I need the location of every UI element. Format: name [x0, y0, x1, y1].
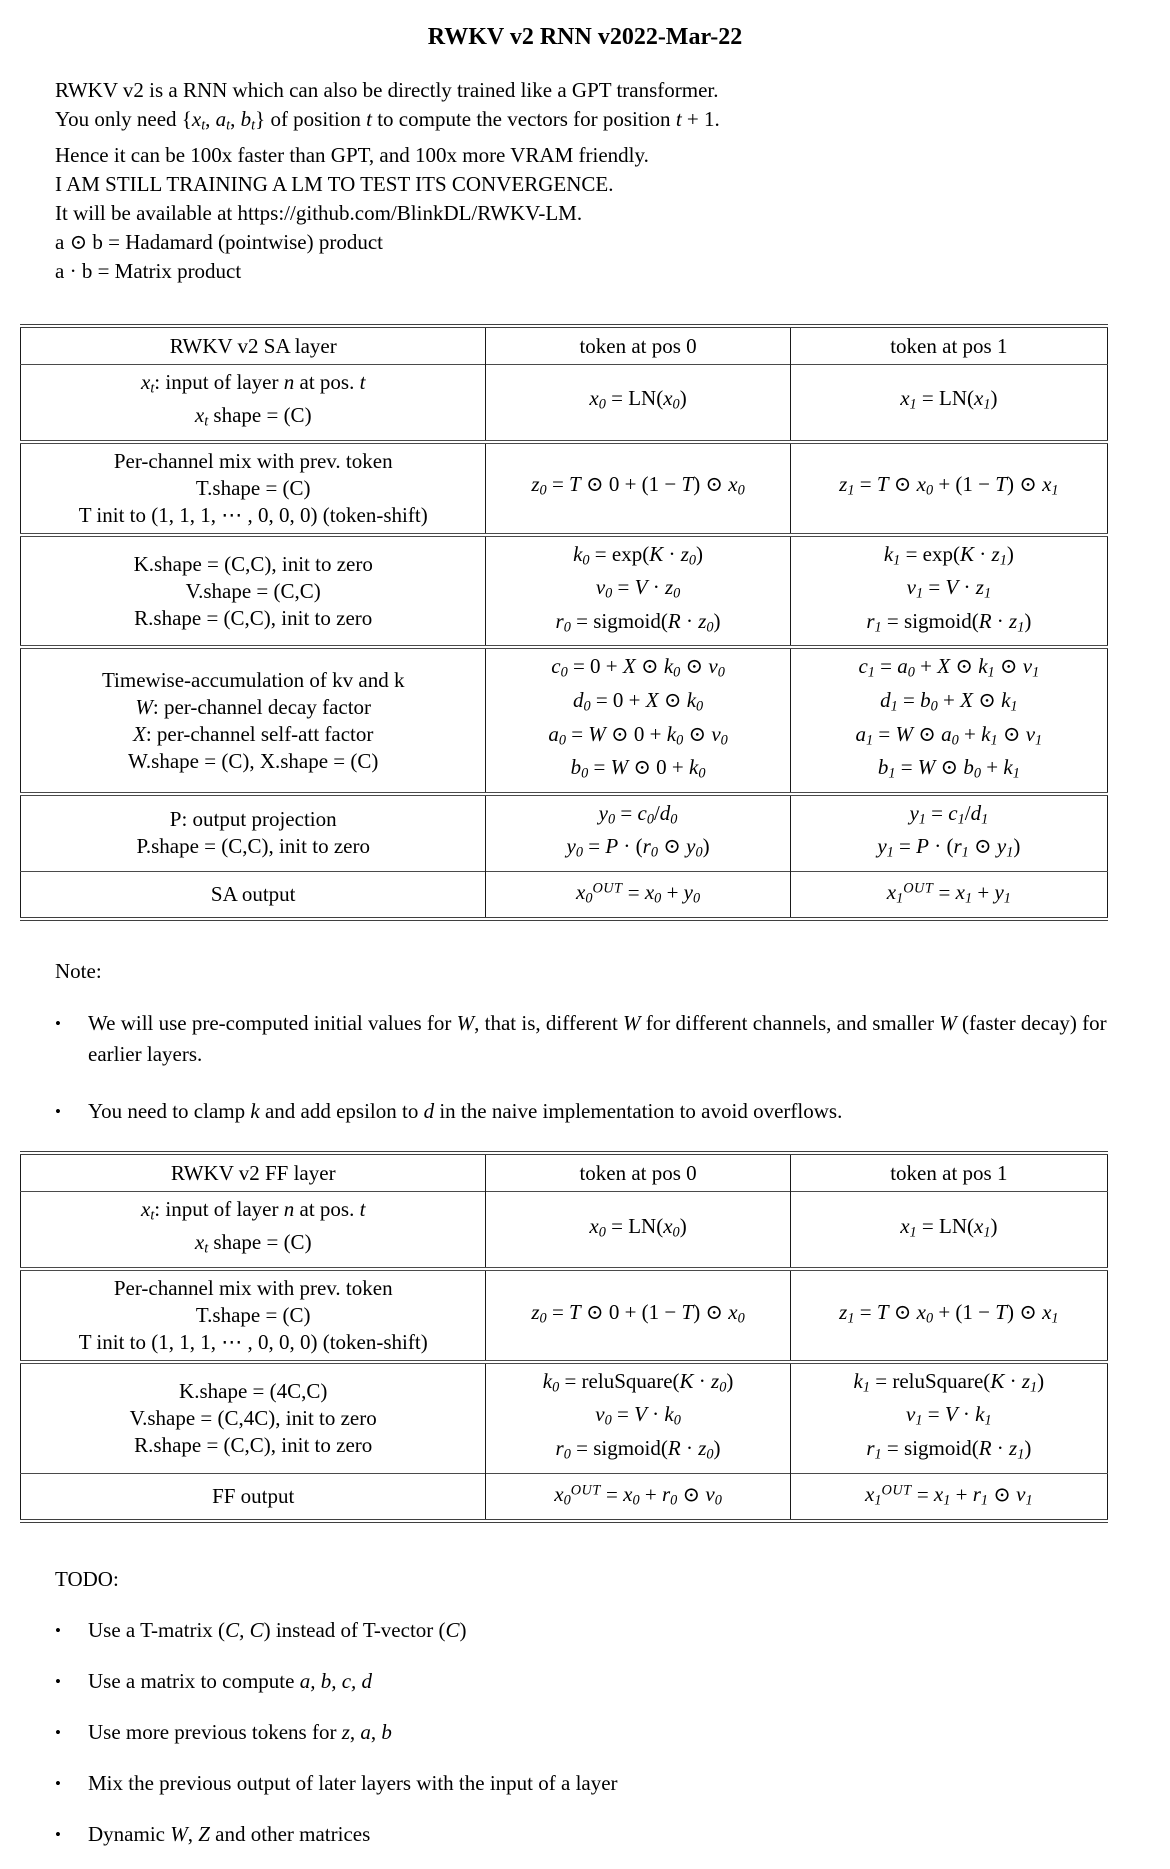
pos0-cell [486, 794, 790, 872]
bullet-icon: • [55, 1671, 61, 1691]
formula-line: $b_0 = W$ ⊙ $0 + k_0$ [570, 755, 706, 782]
row-label-cell [21, 871, 486, 918]
formula-line: $r_0$ = sigmoid(R · $z_0$) [555, 1435, 721, 1463]
sa-header-pos1: token at pos 1 [790, 326, 1107, 365]
pos0-cell [486, 1362, 790, 1473]
pos1-cell [790, 1473, 1107, 1520]
formula-line: $x_0^{OUT} = x_0 + r_0$ ⊙ $v_0$ [554, 1481, 722, 1509]
ff-row-input [21, 1191, 1108, 1269]
note-heading: Note: [55, 958, 102, 983]
ff-header-layer: RWKV v2 FF layer [170, 1160, 336, 1185]
pos0-cell [486, 535, 790, 648]
label-line: K.shape = (C,C), init to zero [133, 551, 373, 576]
label-line: K.shape = (4C,C) [179, 1378, 328, 1403]
pos0-cell [486, 1473, 790, 1520]
formula-line: $y_0 = P \cdot (r_0$ ⊙ $y_0$) [566, 834, 710, 861]
label-line: V.shape = (C,4C), init to zero [129, 1405, 377, 1430]
pos1-cell [790, 871, 1107, 918]
pos1-cell [790, 1362, 1107, 1473]
label-line: P.shape = (C,C), init to zero [136, 834, 370, 859]
todo-bullet-text: Dynamic W, Z and other matrices [88, 1821, 371, 1846]
sa-layer-table [20, 324, 1108, 921]
formula-line: $a_0 = W$ ⊙ $0 + k_0$ ⊙ $v_0$ [548, 721, 728, 749]
list-item [55, 1008, 1130, 1070]
list-item [55, 1667, 1130, 1696]
label-line: Per-channel mix with prev. token [113, 448, 393, 473]
ff-header-pos1: token at pos 1 [790, 1153, 1107, 1192]
sa-row-projection [21, 794, 1108, 872]
list-item [55, 1718, 1130, 1747]
bullet-icon: • [55, 1101, 61, 1121]
formula-line: $r_1$ = sigmoid(R · $z_1$) [866, 1435, 1032, 1463]
row-label-cell [21, 1473, 486, 1520]
formula-line: $d_0 = 0 + X$ ⊙ $k_0$ [572, 687, 704, 715]
formula-line: $x_0 = LN(x_0)$ [589, 386, 687, 413]
formula-line: $r_1$ = sigmoid(R · $z_1$) [866, 608, 1032, 636]
formula-line: $v_1 = V \cdot k_1$ [906, 1402, 992, 1429]
label-line: T init to (1, 1, 1, ⋯ , 0, 0, 0) (token-shift) [78, 502, 428, 527]
formula-line: $x_1^{OUT} = x_1 + y_1$ [886, 880, 1011, 907]
pos0-cell [486, 1269, 790, 1362]
formula-line: $c_0 = 0 + X$ ⊙ $k_0$ ⊙ $v_0$ [551, 654, 725, 681]
label-line: Timewise-accumulation of kv and k [101, 667, 405, 692]
row-label-cell [21, 1191, 486, 1269]
label-line: T.shape = (C) [195, 475, 311, 500]
pos0-cell [486, 871, 790, 918]
note-section [55, 957, 1130, 1127]
intro-line-hadamard-def: a ⊙ b = Hadamard (pointwise) product [55, 229, 384, 254]
pos1-cell [790, 535, 1107, 648]
formula-line: $b_1 = W$ ⊙ $b_0 + k_1$ [877, 755, 1020, 782]
intro-line-matrix-def: a · b = Matrix product [55, 258, 242, 283]
sa-row-accumulation [21, 647, 1108, 793]
pos1-cell [790, 1191, 1107, 1269]
pos1-cell [790, 1269, 1107, 1362]
bullet-icon: • [55, 1722, 61, 1742]
sa-row-output [21, 871, 1108, 918]
sa-row-kvr [21, 535, 1108, 648]
pos0-cell [486, 1191, 790, 1269]
label-line: FF output [212, 1483, 295, 1508]
formula-line: $x_0 = LN(x_0)$ [589, 1213, 687, 1241]
row-label-cell [21, 1362, 486, 1473]
sa-table-header-row [21, 326, 1108, 365]
label-line: R.shape = (C,C), init to zero [134, 1432, 373, 1457]
row-label-cell [21, 1269, 486, 1362]
bullet-icon: • [55, 1773, 61, 1793]
label-line: $x_t$: input of layer n at pos. t [140, 1196, 366, 1224]
formula-line: $c_1 = a_0 + X$ ⊙ $k_1$ ⊙ $v_1$ [858, 654, 1040, 681]
formula-line: $x_1^{OUT} = x_1 + r_1$ ⊙ $v_1$ [865, 1481, 1033, 1509]
pos0-cell [486, 364, 790, 442]
formula-line: $k_0$ = reluSquare(K · $z_0$) [542, 1368, 734, 1396]
todo-bullet-text: Use a T-matrix (C, C) instead of T-vector (C) [88, 1617, 467, 1642]
formula-line: $k_0 = \exp(K \cdot z_0)$ [573, 541, 704, 569]
formula-line: $z_0 = T$ ⊙ 0 + (1 − T) ⊙ $x_0$ [531, 1299, 745, 1327]
row-label-cell [21, 535, 486, 648]
formula-line: $x_1 = LN(x_1)$ [900, 386, 998, 413]
label-line: X: per-channel self-att factor [133, 721, 374, 746]
todo-bullet-text: Mix the previous output of later layers with the input of a layer [88, 1770, 618, 1795]
todo-bullet-text: Use more previous tokens for z, a, b [88, 1719, 392, 1744]
note-bullet-text: You need to clamp k and add epsilon to d in the naive implementation to avoid overflows. [88, 1098, 843, 1123]
bullet-icon: • [55, 1824, 61, 1844]
sa-row-input [21, 364, 1108, 442]
formula-line: $z_1 = T$ ⊙ $x_0 + (1 - T)$ ⊙ $x_1$ [839, 1299, 1059, 1327]
todo-heading: TODO: [55, 1566, 119, 1591]
list-item [55, 1616, 1130, 1645]
sa-header-layer: RWKV v2 SA layer [169, 333, 337, 358]
formula-line: $v_0 = V \cdot k_0$ [595, 1402, 681, 1429]
ff-layer-table [20, 1151, 1108, 1523]
page-title: RWKV v2 RNN v2022-Mar-22 [427, 24, 743, 50]
label-line: $x_t$: input of layer n at pos. t [140, 369, 366, 397]
formula-line: $y_1 = P \cdot (r_1$ ⊙ $y_1$) [877, 834, 1021, 861]
row-label-cell [21, 647, 486, 793]
formula-line: $r_0$ = sigmoid(R · $z_0$) [555, 608, 721, 636]
todo-bullet-text: Use a matrix to compute a, b, c, d [88, 1668, 373, 1693]
row-label-cell [21, 364, 486, 442]
pos0-cell [486, 647, 790, 793]
bullet-icon: • [55, 1620, 61, 1640]
label-line: $x_t$ shape = (C) [194, 403, 312, 430]
ff-header-pos0: token at pos 0 [486, 1153, 790, 1192]
intro-line: I AM STILL TRAINING A LM TO TEST ITS CONVERGENCE. [55, 171, 614, 196]
list-item [55, 1096, 1130, 1127]
intro-line-repo-url: It will be available at https://github.com/BlinkDL/RWKV-LM. [55, 200, 583, 225]
formula-line: $y_0 = c_0/d_0$ [598, 800, 678, 828]
ff-table-header-row [21, 1153, 1108, 1192]
pos1-cell [790, 794, 1107, 872]
label-line: V.shape = (C,C) [185, 578, 321, 603]
intro-line: You only need {$x_t$, $a_t$, $b_t$} of position t to compute the vectors for position t + 1. [55, 107, 720, 134]
pos0-cell [486, 442, 790, 535]
pos1-cell [790, 364, 1107, 442]
label-line: R.shape = (C,C), init to zero [134, 605, 373, 630]
formula-line: $k_1$ = reluSquare(K · $z_1$) [853, 1368, 1045, 1396]
intro-line: RWKV v2 is a RNN which can also be directly trained like a GPT transformer. [55, 78, 719, 102]
formula-line: $y_1 = c_1/d_1$ [909, 800, 989, 828]
formula-line: $z_0 = T$ ⊙ 0 + (1 − T) ⊙ $x_0$ [531, 472, 745, 499]
sa-row-token-mix [21, 442, 1108, 535]
todo-section [55, 1565, 1130, 1849]
label-line: Per-channel mix with prev. token [113, 1275, 393, 1300]
formula-line: $z_1 = T$ ⊙ $x_0 + (1 - T)$ ⊙ $x_1$ [839, 472, 1059, 499]
label-line: T init to (1, 1, 1, ⋯ , 0, 0, 0) (token-shift) [78, 1329, 428, 1354]
label-line: W.shape = (C), X.shape = (C) [128, 748, 379, 773]
ff-row-token-mix [21, 1269, 1108, 1362]
label-line: W: per-channel decay factor [135, 694, 372, 719]
formula-line: $v_0 = V \cdot z_0$ [595, 575, 681, 602]
intro-line: Hence it can be 100x faster than GPT, and 100x more VRAM friendly. [55, 142, 649, 167]
formula-line: $a_1 = W$ ⊙ $a_0 + k_1$ ⊙ $v_1$ [855, 721, 1043, 749]
ff-row-kvr [21, 1362, 1108, 1473]
formula-line: $x_0^{OUT} = x_0 + y_0$ [575, 880, 701, 907]
sa-header-pos0: token at pos 0 [486, 326, 790, 365]
formula-line: $v_1 = V \cdot z_1$ [906, 575, 992, 602]
label-line: P: output projection [169, 807, 337, 832]
pos1-cell [790, 647, 1107, 793]
label-line: SA output [210, 881, 296, 906]
label-line: T.shape = (C) [195, 1302, 311, 1327]
formula-line: $k_1 = \exp(K \cdot z_1)$ [883, 541, 1014, 569]
formula-line: $x_1 = LN(x_1)$ [900, 1213, 998, 1241]
list-item [55, 1820, 1130, 1849]
ff-row-output [21, 1473, 1108, 1520]
row-label-cell [21, 442, 486, 535]
formula-line: $d_1 = b_0 + X$ ⊙ $k_1$ [880, 687, 1018, 715]
row-label-cell [21, 794, 486, 872]
label-line: $x_t$ shape = (C) [194, 1230, 312, 1257]
bullet-icon: • [55, 1013, 61, 1033]
list-item [55, 1769, 1130, 1798]
pos1-cell [790, 442, 1107, 535]
intro-paragraph [55, 76, 1130, 286]
note-bullet-text: We will use pre-computed initial values for W, that is, different W for different channels, and smaller W (faster decay) for earlier layers. [88, 1010, 1107, 1066]
